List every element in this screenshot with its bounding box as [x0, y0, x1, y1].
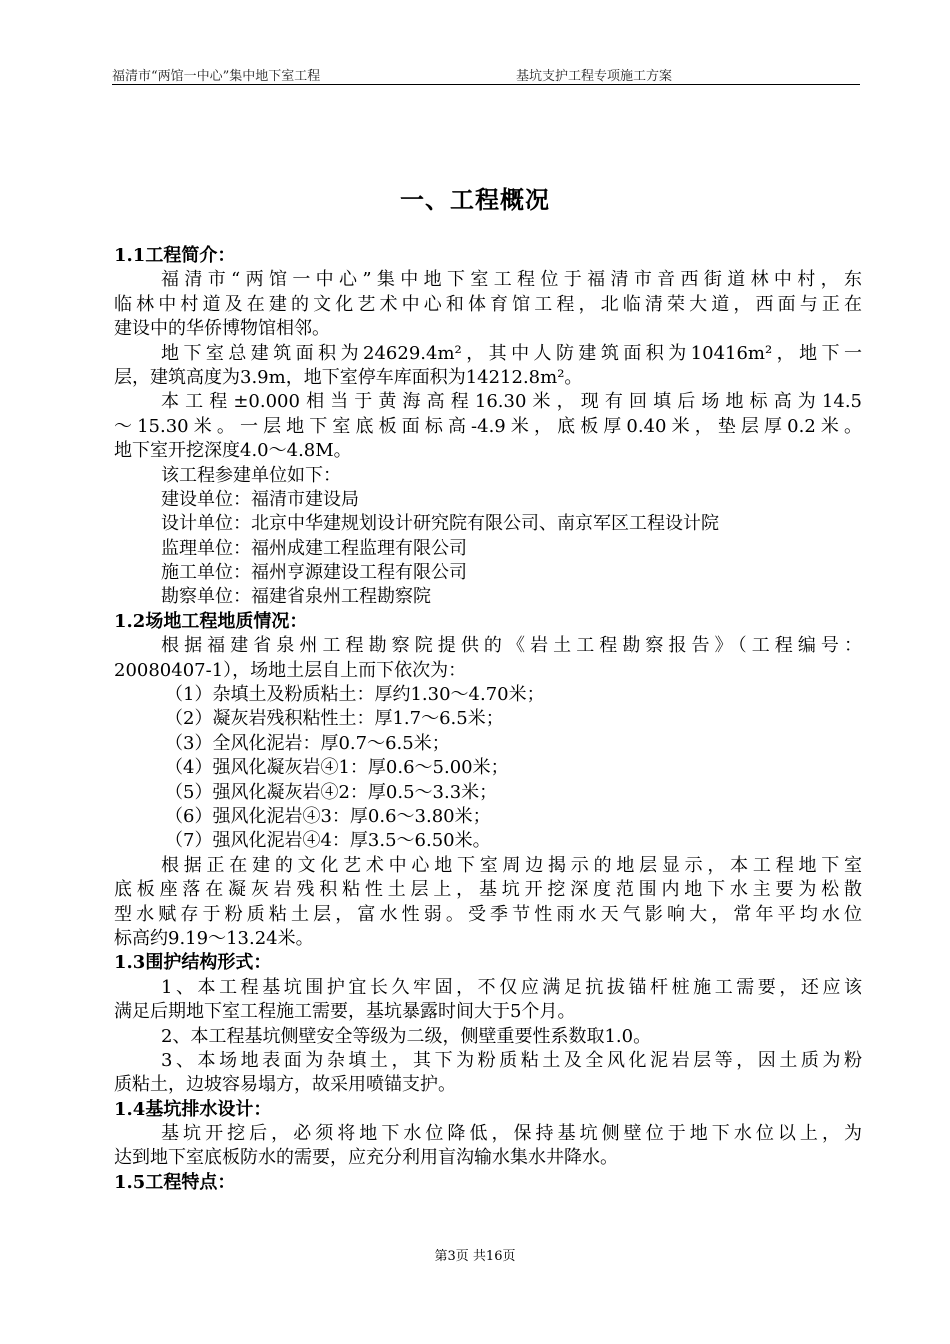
paragraph-line: 达到地下室底板防水的需要，应充分利用盲沟输水集水井降水。	[114, 1147, 618, 1169]
paragraph-line: （2）凝灰岩残积粘性土：厚1.7～6.5米；	[165, 708, 504, 730]
paragraph-line: 该工程参建单位如下：	[161, 464, 341, 486]
paragraph-line: 建设中的华侨博物馆相邻。	[114, 318, 330, 340]
paragraph-line: （5）强风化凝灰岩④2：厚0.5～3.3米；	[165, 781, 498, 803]
paragraph-line: 临林中村道及在建的文化艺术中心和体育馆工程，北临清荣大道，西面与正在	[114, 293, 862, 315]
section-heading: 1.2场地工程地质情况：	[114, 610, 308, 632]
section-heading: 1.4基坑排水设计：	[114, 1098, 272, 1120]
paragraph-line: 福清市“两馆一中心”集中地下室工程位于福清市音西街道林中村，东	[161, 269, 862, 291]
page-header	[112, 62, 860, 85]
paragraph-line: 根据福建省泉州工程勘察院提供的《岩土工程勘察报告》（工程编号：	[161, 635, 862, 657]
paragraph-line: （4）强风化凝灰岩④1：厚0.6～5.00米；	[165, 757, 509, 779]
paragraph-line: （7）强风化泥岩④4：厚3.5～6.50米。	[165, 830, 491, 852]
paragraph-line: 3、本场地表面为杂填土，其下为粉质粘土及全风化泥岩层等，因土质为粉	[161, 1049, 862, 1071]
paragraph-line: 施工单位：福州亨源建设工程有限公司	[161, 562, 467, 584]
paragraph-line: 型水赋存于粉质粘土层，富水性弱。受季节性雨水天气影响大，常年平均水位	[114, 903, 862, 925]
paragraph-line: 地下室总建筑面积为24629.4m²，其中人防建筑面积为10416m²，地下一	[161, 342, 862, 364]
paragraph-line: 建设单位：福清市建设局	[161, 488, 359, 510]
paragraph-line: ～15.30米。一层地下室底板面标高-4.9米，底板厚0.40米，垫层厚0.2米。	[114, 415, 862, 437]
paragraph-line: 标高约9.19～13.24米。	[114, 927, 314, 949]
page-number: 第3页 共16页	[434, 1249, 516, 1264]
paragraph-line: 根据正在建的文化艺术中心地下室周边揭示的地层显示，本工程地下室	[161, 854, 862, 876]
paragraph-line: 本工程±0.000相当于黄海高程16.30米，现有回填后场地标高为14.5	[161, 391, 862, 413]
header-project-name: 福清市“两馆一中心”集中地下室工程	[112, 69, 321, 84]
paragraph-line: （3）全风化泥岩：厚0.7～6.5米；	[165, 732, 450, 754]
header-document-title: 基坑支护工程专项施工方案	[516, 69, 673, 84]
paragraph-line: 层，建筑高度为3.9m，地下室停车库面积为14212.8m²。	[114, 366, 583, 388]
paragraph-line: 底板座落在凝灰岩残积粘性土层上，基坑开挖深度范围内地下水主要为松散	[114, 879, 862, 901]
section-heading: 1.1工程简介：	[114, 245, 236, 266]
section-heading: 1.3围护结构形式：	[114, 952, 272, 974]
paragraph-line: 20080407-1），场地土层自上而下依次为：	[114, 659, 467, 681]
paragraph-line: 监理单位：福州成建工程监理有限公司	[161, 537, 467, 559]
paragraph-line: 设计单位：北京中华建规划设计研究院有限公司、南京军区工程设计院	[161, 513, 719, 535]
section-heading: 1.5工程特点：	[114, 1171, 236, 1193]
paragraph-line: 1、本工程基坑围护宜长久牢固，不仅应满足抗拔锚杆桩施工需要，还应该	[161, 976, 862, 998]
document-body	[114, 244, 862, 1195]
section-title: 一、工程概况	[400, 185, 550, 214]
paragraph-line: 勘察单位：福建省泉州工程勘察院	[161, 586, 431, 608]
paragraph-line: 2、本工程基坑侧壁安全等级为二级，侧壁重要性系数取1.0。	[161, 1025, 652, 1047]
paragraph-line: 地下室开挖深度4.0～4.8M。	[114, 440, 352, 462]
paragraph-line: （6）强风化泥岩④3：厚0.6～3.80米；	[165, 805, 491, 827]
paragraph-line: 基坑开挖后，必须将地下水位降低，保持基坑侧壁位于地下水位以上，为	[161, 1123, 862, 1145]
paragraph-line: （1）杂填土及粉质粘土：厚约1.30～4.70米；	[165, 684, 545, 706]
paragraph-line: 满足后期地下室工程施工需要，基坑暴露时间大于5个月。	[114, 1001, 576, 1023]
paragraph-line: 质粘土，边坡容易塌方，故采用喷锚支护。	[114, 1074, 456, 1096]
